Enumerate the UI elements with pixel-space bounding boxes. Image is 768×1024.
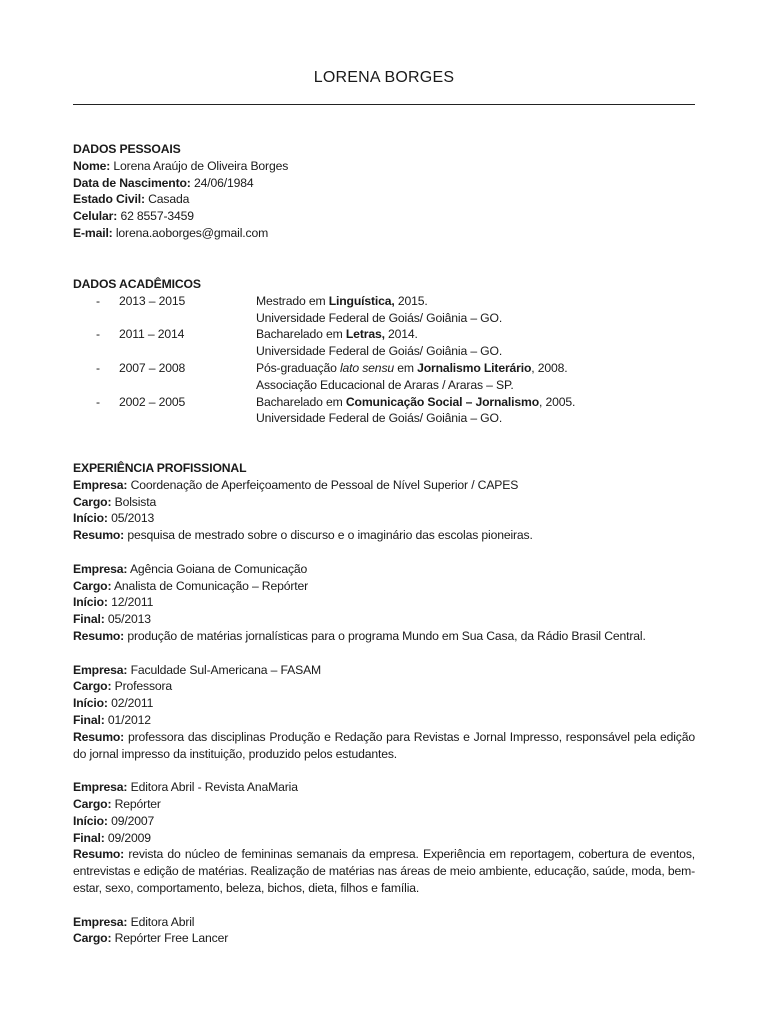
experience-field-value: professora das disciplinas Produção e Redação para Revistas e Jornal Impresso, responsável pela edição do jornal impresso da instituição, produzido pelos estudantes. — [73, 729, 695, 761]
degree-field: Linguística, — [328, 293, 395, 308]
resume-name: LORENA BORGES — [313, 69, 455, 86]
experience-field-value: Professora — [114, 679, 173, 694]
academic-degree — [256, 394, 575, 411]
experience-field-label: Empresa: — [73, 914, 128, 929]
experience-field-value: 09/2009 — [107, 830, 151, 845]
experience-field-value: Repórter — [114, 796, 161, 811]
experience-field-value: 05/2013 — [107, 612, 151, 627]
experience-field-label: Início: — [73, 696, 108, 711]
experience-field — [73, 729, 695, 763]
bullet-dash: - — [96, 394, 100, 409]
experience-field-value: 09/2007 — [111, 813, 155, 828]
experience-field-value: Analista de Comunicação – Repórter — [113, 578, 309, 593]
degree-prefix: Bacharelado em — [256, 327, 346, 342]
degree-year: 2015. — [394, 293, 428, 308]
personal-field-value: 62 8557-3459 — [120, 209, 194, 224]
experience-entry — [73, 477, 695, 544]
experience-field-value: Bolsista — [114, 494, 157, 509]
personal-section-title: DADOS PESSOAIS — [73, 142, 181, 156]
bullet-dash: - — [96, 360, 100, 375]
experience-field-label: Cargo: — [73, 578, 112, 593]
experience-field-value: 01/2012 — [107, 712, 151, 727]
experience-field-label: Empresa: — [73, 561, 128, 576]
academic-institution: Associação Educacional de Araras / Araras – SP. — [256, 377, 514, 392]
personal-field — [73, 191, 695, 208]
experience-field-value: Coordenação de Aperfeiçoamento de Pessoal de Nível Superior / CAPES — [130, 477, 519, 492]
experience-field — [73, 527, 695, 544]
experience-field — [73, 477, 695, 494]
academic-institution-row — [73, 377, 695, 394]
personal-field-value: Lorena Araújo de Oliveira Borges — [113, 158, 289, 173]
experience-field-label: Empresa: — [73, 477, 128, 492]
experience-field — [73, 779, 695, 796]
personal-field-label: Data de Nascimento: — [73, 175, 191, 190]
experience-field — [73, 611, 695, 628]
experience-field — [73, 796, 695, 813]
experience-field-value: 05/2013 — [111, 511, 155, 526]
experience-field — [73, 914, 695, 931]
degree-prefix: Mestrado em — [256, 293, 329, 308]
degree-field: Comunicação Social – Jornalismo — [345, 394, 540, 409]
header-divider — [73, 104, 695, 105]
experience-field-label: Resumo: — [73, 528, 125, 543]
academic-institution: Universidade Federal de Goiás/ Goiânia – GO. — [256, 344, 503, 359]
experience-entry — [73, 914, 695, 948]
personal-fields — [73, 158, 695, 242]
personal-field — [73, 208, 695, 225]
degree-year: 2014. — [384, 327, 418, 342]
personal-field-value: lorena.aoborges@gmail.com — [115, 225, 269, 240]
academic-degree — [256, 293, 428, 310]
academic-institution: Universidade Federal de Goiás/ Goiânia – GO. — [256, 310, 503, 325]
experience-field — [73, 813, 695, 830]
experience-field-value: 12/2011 — [111, 595, 154, 610]
academic-institution-row — [73, 410, 695, 427]
personal-field-label: Nome: — [73, 158, 111, 173]
experience-field-label: Final: — [73, 712, 105, 727]
experience-field — [73, 628, 695, 645]
academic-years: 2007 – 2008 — [119, 360, 186, 375]
experience-field-value: Repórter Free Lancer — [114, 931, 229, 946]
personal-field-label: Celular: — [73, 209, 118, 224]
degree-prefix: Pós-graduação — [256, 360, 340, 375]
experience-field-label: Cargo: — [73, 679, 112, 694]
personal-section — [73, 141, 695, 242]
experience-field — [73, 561, 695, 578]
academic-section-title: DADOS ACADÊMICOS — [73, 277, 201, 291]
experience-field-value: Faculdade Sul-Americana – FASAM — [130, 662, 322, 677]
degree-field: Letras, — [345, 327, 385, 342]
experience-field — [73, 662, 695, 679]
academic-degree — [256, 326, 418, 343]
experience-field-label: Resumo: — [73, 847, 125, 862]
experience-field — [73, 494, 695, 511]
experience-field-label: Resumo: — [73, 628, 125, 643]
academic-entry — [73, 360, 695, 377]
experience-field-label: Cargo: — [73, 796, 112, 811]
experience-field-label: Início: — [73, 813, 108, 828]
experience-field — [73, 695, 695, 712]
experience-field-label: Empresa: — [73, 662, 128, 677]
degree-year: , 2008. — [531, 360, 568, 375]
academic-years: 2013 – 2015 — [119, 293, 186, 308]
bullet-dash: - — [96, 327, 100, 342]
academic-entry — [73, 293, 695, 310]
experience-field-label: Cargo: — [73, 494, 112, 509]
experience-field-label: Resumo: — [73, 729, 125, 744]
personal-field-label: E-mail: — [73, 225, 113, 240]
experience-field-value: Editora Abril — [130, 914, 195, 929]
academic-institution-row — [73, 310, 695, 327]
degree-mid: em — [394, 360, 418, 375]
experience-field-label: Cargo: — [73, 931, 112, 946]
experience-section — [73, 460, 695, 964]
experience-field-value: produção de matérias jornalísticas para o programa Mundo em Sua Casa, da Rádio Brasil Central. — [127, 628, 646, 643]
experience-entry — [73, 561, 695, 645]
academic-entry — [73, 394, 695, 411]
experience-entry — [73, 662, 695, 763]
experience-field — [73, 578, 695, 595]
academic-institution: Universidade Federal de Goiás/ Goiânia – GO. — [256, 411, 503, 426]
personal-field-value: Casada — [148, 192, 190, 207]
academic-entries — [73, 293, 695, 427]
degree-field: Jornalismo Literário — [417, 360, 532, 375]
experience-entry — [73, 779, 695, 897]
experience-field-value: 02/2011 — [111, 696, 154, 711]
experience-field-value: Agência Goiana de Comunicação — [129, 561, 308, 576]
experience-field — [73, 846, 695, 896]
experience-field — [73, 830, 695, 847]
experience-field-label: Final: — [73, 830, 105, 845]
academic-years: 2002 – 2005 — [119, 394, 186, 409]
bullet-dash: - — [96, 293, 100, 308]
experience-field-value: revista do núcleo de femininas semanais da empresa. Experiência em reportagem, cobertura de eventos, entrevistas e edição de matérias. Realização de matérias nas áreas de meio ambiente, educação, saúde, moda, bem-estar, sexo, comportamento, beleza, bichos, dieta, filhos e família. — [73, 847, 695, 895]
experience-field — [73, 678, 695, 695]
academic-section — [73, 276, 695, 427]
academic-institution-row — [73, 343, 695, 360]
academic-entry — [73, 326, 695, 343]
experience-field-label: Início: — [73, 595, 108, 610]
experience-field — [73, 510, 695, 527]
experience-field-value: pesquisa de mestrado sobre o discurso e o imaginário das escolas pioneiras. — [127, 528, 533, 543]
degree-year: , 2005. — [539, 394, 576, 409]
personal-field — [73, 158, 695, 175]
experience-field — [73, 712, 695, 729]
experience-field — [73, 594, 695, 611]
experience-field-value: Editora Abril - Revista AnaMaria — [130, 780, 298, 795]
degree-italic: lato sensu — [339, 360, 395, 375]
degree-prefix: Bacharelado em — [256, 394, 346, 409]
experience-section-title: EXPERIÊNCIA PROFISSIONAL — [73, 461, 247, 475]
personal-field-label: Estado Civil: — [73, 192, 145, 207]
experience-field — [73, 930, 695, 947]
academic-years: 2011 – 2014 — [119, 327, 185, 342]
personal-field — [73, 175, 695, 192]
experience-field-label: Início: — [73, 511, 108, 526]
personal-field-value: 24/06/1984 — [193, 175, 254, 190]
personal-field — [73, 225, 695, 242]
experience-jobs — [73, 477, 695, 947]
academic-degree — [256, 360, 568, 377]
experience-field-label: Final: — [73, 612, 105, 627]
experience-field-label: Empresa: — [73, 780, 128, 795]
